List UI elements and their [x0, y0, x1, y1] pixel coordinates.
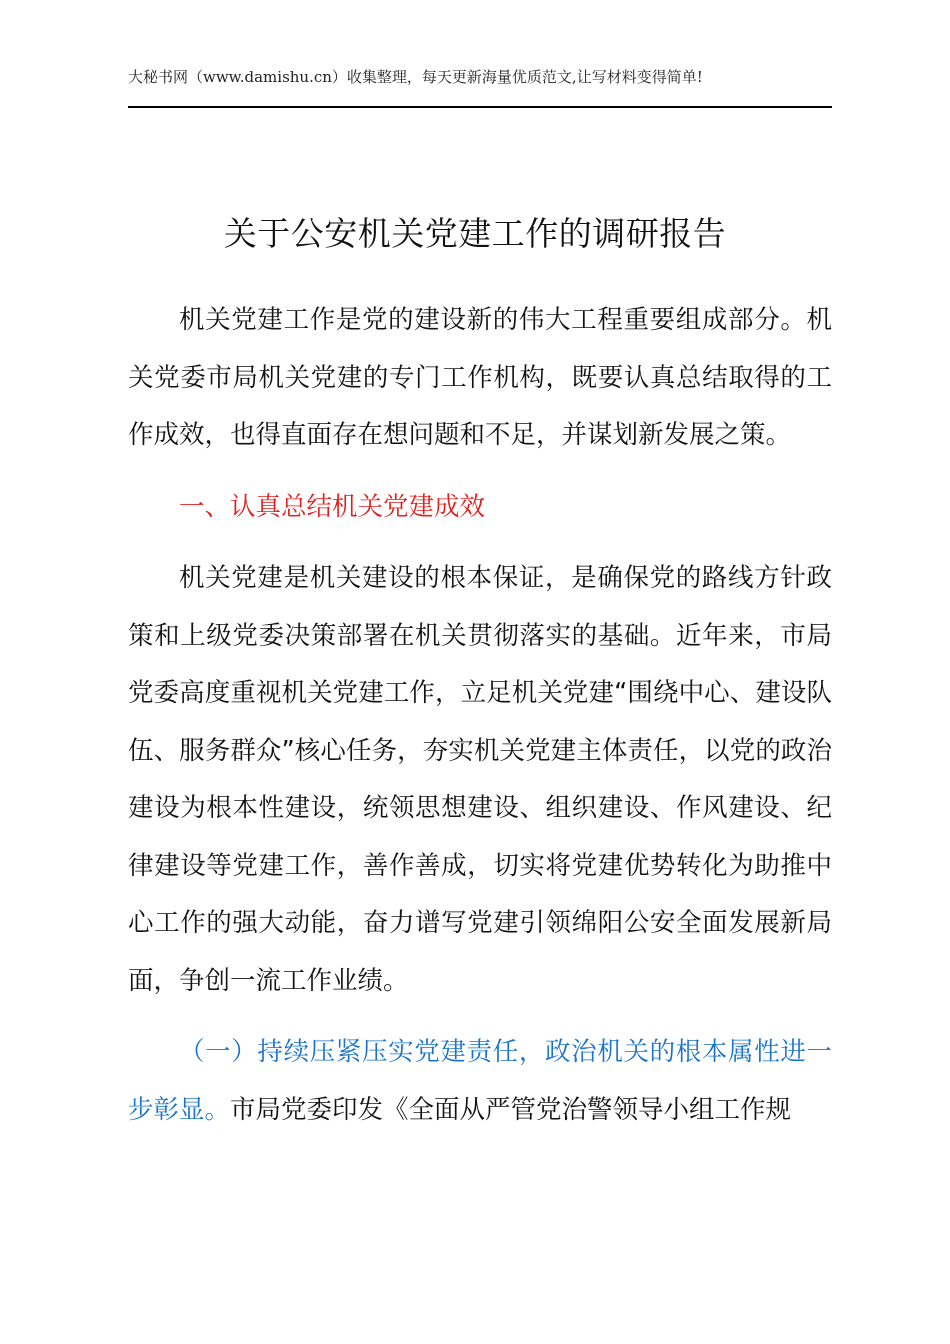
- subsection-text: 市局党委印发《全面从严管党治警领导小组工作规: [230, 1094, 792, 1125]
- intro-paragraph: 机关党建工作是党的建设新的伟大工程重要组成部分。机关党委市局机关党建的专门工作机构，既要认真总结取得的工作成效，也得直面存在想问题和不足，并谋划新发展之策。: [128, 305, 832, 450]
- subsection-paragraph: [128, 1024, 832, 1139]
- document-body: [128, 292, 832, 1139]
- section-paragraph: 机关党建是机关建设的根本保证，是确保党的路线方针政策和上级党委决策部署在机关贯彻落实的基础。近年来，市局党委高度重视机关党建工作，立足机关党建“围绕中心、建设队伍、服务群众”核心任务，夯实机关党建主体责任，以党的政治建设为根本性建设，统领思想建设、组织建设、作风建设、纪律建设等党建工作，善作善成，切实将党建优势转化为助推中心工作的强大动能，奋力谱写党建引领绵阳公安全面发展新局面，争创一流工作业绩。: [128, 563, 832, 996]
- header-divider: [128, 106, 832, 108]
- subsection-heading: （一）持续压紧压实党建责任，政治机关的根本属性进一步彰显。: [128, 1037, 832, 1125]
- section-heading: 一、认真总结机关党建成效: [179, 491, 486, 522]
- site-header-note: 大秘书网（www.damishu.cn）收集整理，每天更新海量优质范文,让写材料变得简单!: [128, 68, 703, 86]
- document-title: 关于公安机关党建工作的调研报告: [223, 214, 727, 253]
